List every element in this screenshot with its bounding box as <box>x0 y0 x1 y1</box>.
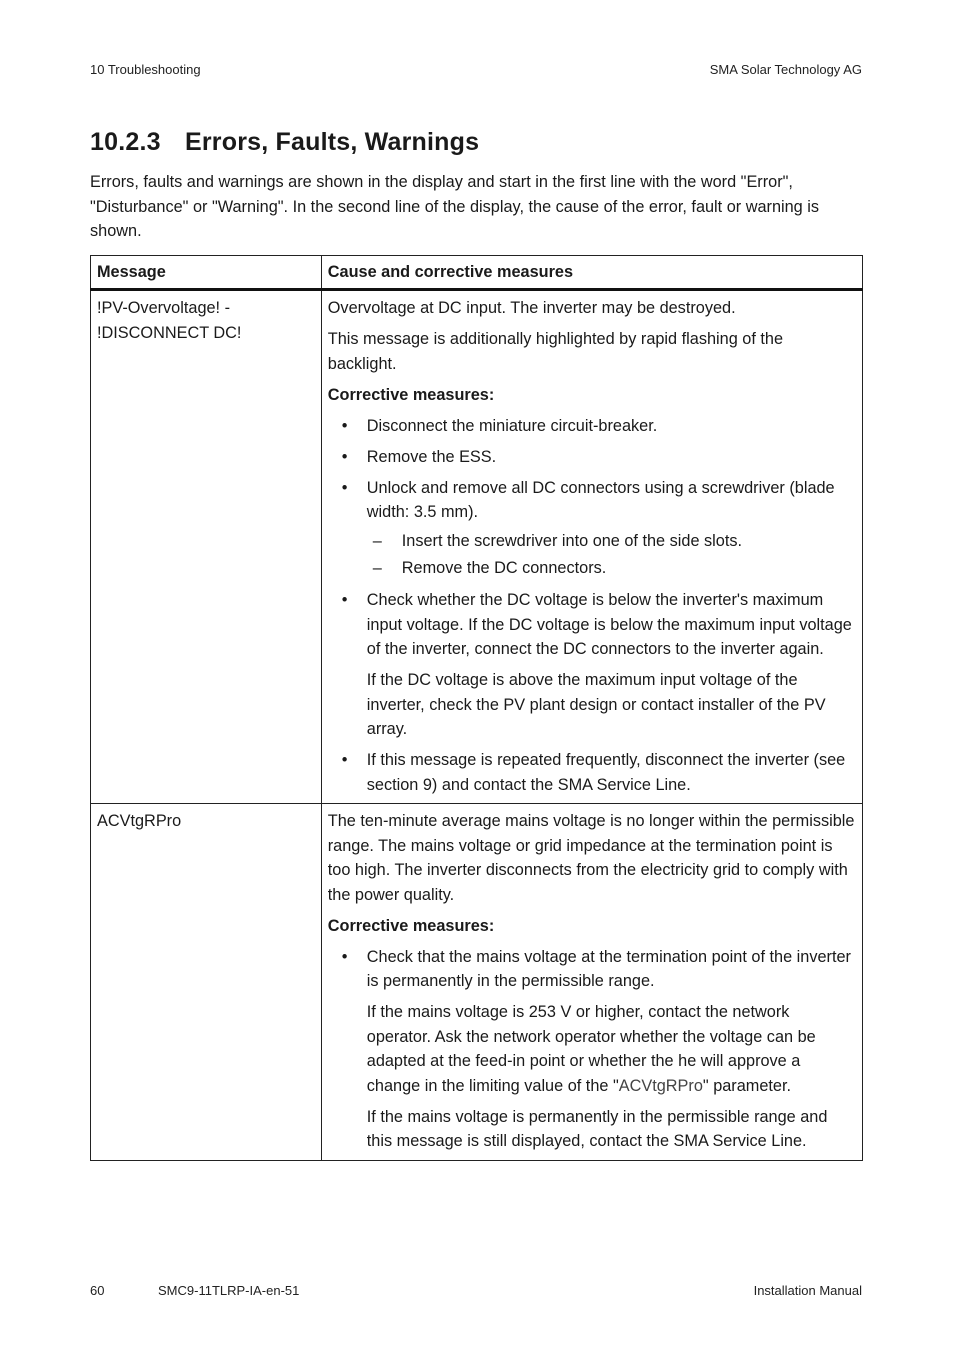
list-item-text: If this message is repeated frequently, disconnect the inverter (see section 9) and contact the SMA Service Line. <box>366 751 846 794</box>
error-messages-table <box>90 255 863 1161</box>
measures-list <box>328 945 856 1154</box>
sub-list-item-text: Insert the screwdriver into one of the side slots. <box>401 531 743 550</box>
section-intro: Errors, faults and warnings are shown in the display and start in the first line with the word "Error", "Disturbance" or "Warning". In the second line of the display, the cause of the error, fault or warning is shown. <box>90 173 820 240</box>
message-cell <box>91 290 322 804</box>
section-title: Errors, Faults, Warnings <box>185 128 480 156</box>
corrective-measures-label: Corrective measures: <box>327 385 495 404</box>
sub-list-item <box>367 555 856 582</box>
sub-list-item-text: Remove the DC connectors. <box>401 558 607 577</box>
bullet-icon: • <box>341 447 348 466</box>
list-item-extra-text: If the mains voltage is permanently in the permissible range and this message is still displayed, contact the SMA Service Line. <box>366 1107 828 1150</box>
running-header-chapter: 10 Troubleshooting <box>90 62 201 77</box>
section-heading <box>90 128 479 157</box>
dash-icon: – <box>372 531 382 550</box>
measures-list <box>328 414 856 798</box>
parameter-name: ACVtgRPro <box>618 1076 703 1095</box>
list-item <box>328 588 856 742</box>
page-number: 60 <box>90 1283 105 1298</box>
sub-steps-list <box>367 528 856 582</box>
message-cell <box>91 804 322 1161</box>
list-item-text: Check whether the DC voltage is below the inverter's maximum input voltage. If the DC voltage is below the maximum input voltage of the inverter, connect the DC connectors to the inverter again. <box>366 591 852 658</box>
sub-list-item <box>367 528 856 555</box>
cause-paragraph: Overvoltage at DC input. The inverter may be destroyed. <box>327 299 736 317</box>
cause-cell <box>321 290 862 804</box>
document-id: SMC9-11TLRP-IA-en-51 <box>158 1283 300 1298</box>
corrective-measures-label: Corrective measures: <box>327 916 495 935</box>
bullet-icon: • <box>341 591 348 609</box>
list-item-text: Check that the mains voltage at the termination point of the inverter is permanently in the permissible range. <box>366 947 851 990</box>
list-item <box>328 476 856 582</box>
message-text: ACVtgRPro <box>97 812 182 830</box>
bullet-icon: • <box>341 478 348 497</box>
table-row <box>91 804 863 1161</box>
table-header-row <box>91 256 863 290</box>
list-item <box>328 414 856 439</box>
cause-paragraph: This message is additionally highlighted by rapid flashing of the backlight. <box>327 330 784 373</box>
list-item-extra-text: If the DC voltage is above the maximum input voltage of the inverter, check the PV plant design or contact installer of the PV array. <box>366 671 826 738</box>
bullet-icon: • <box>341 751 348 769</box>
list-item-text: Unlock and remove all DC connectors using a screwdriver (blade width: 3.5 mm). <box>366 478 835 521</box>
table-row <box>91 290 863 804</box>
bullet-icon: • <box>341 947 348 966</box>
cause-paragraph: The ten-minute average mains voltage is no longer within the permissible range. The mains voltage or grid impedance at the termination point is too high. The inverter disconnects from the electricity grid to comply with the power quality. <box>327 812 855 904</box>
section-number: 10.2.3 <box>90 128 161 156</box>
message-text-line2: !DISCONNECT DC! <box>97 323 242 342</box>
cause-cell <box>321 804 862 1161</box>
list-item <box>328 445 856 470</box>
message-text-line1: !PV-Overvoltage! - <box>97 299 231 317</box>
list-item-text: Remove the ESS. <box>366 447 497 466</box>
list-item-text: Disconnect the miniature circuit-breaker. <box>366 416 658 435</box>
running-header-company: SMA Solar Technology AG <box>709 62 862 77</box>
column-header-message: Message <box>91 256 322 290</box>
bullet-icon: • <box>341 416 348 435</box>
column-header-cause: Cause and corrective measures <box>321 256 862 290</box>
list-item-extra-text: If the mains voltage is 253 V or higher, contact the network operator. Ask the network operator whether the voltage can be adapted at the feed-in point or whether the he will approve a change in the limiting value of the "ACVtgRPro" parameter. <box>366 1003 816 1095</box>
list-item <box>328 945 856 1154</box>
list-item <box>328 748 856 797</box>
document-type: Installation Manual <box>753 1283 862 1298</box>
dash-icon: – <box>372 558 382 577</box>
